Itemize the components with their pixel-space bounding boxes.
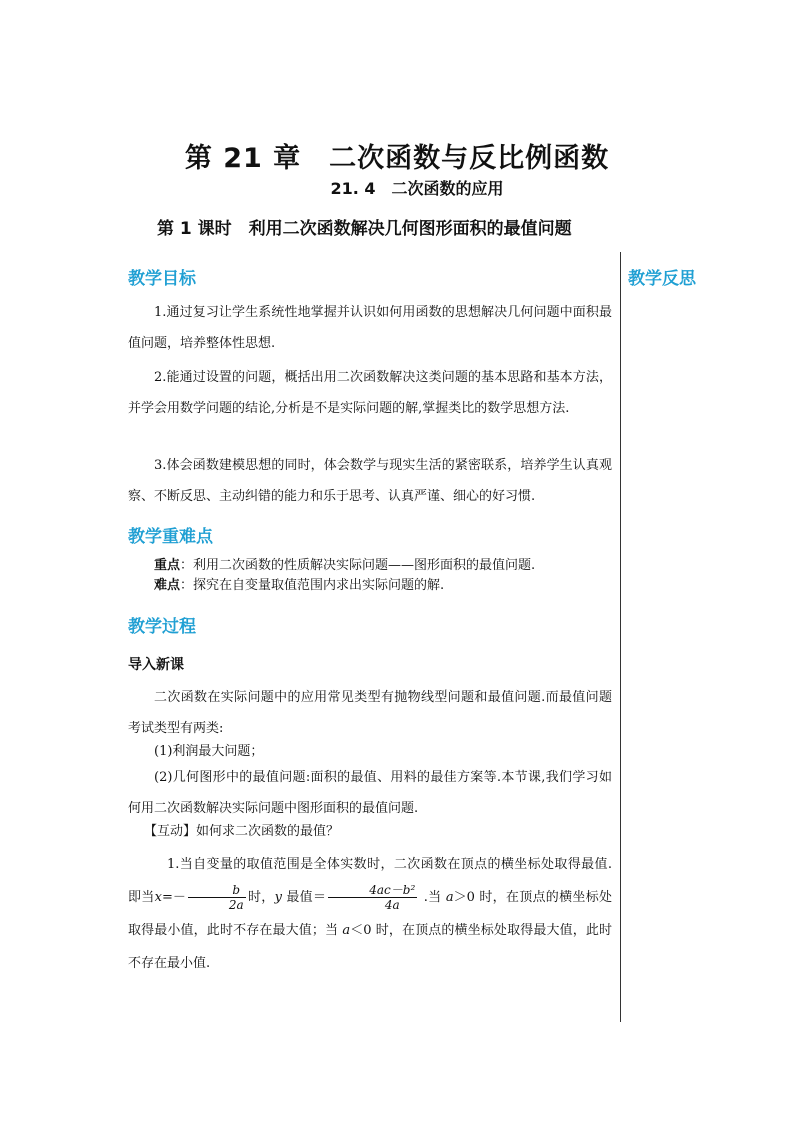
point-1-text-d: .当 <box>419 890 446 905</box>
difficult-point-label: 难点 <box>154 578 181 593</box>
lesson-title: 第 1 课时 利用二次函数解决几何图形面积的最值问题 <box>157 219 572 239</box>
var-x: x <box>154 890 162 905</box>
point-1-text-b: 时， <box>247 890 275 905</box>
section-title: 21. 4 二次函数的应用 <box>330 179 504 198</box>
intro-heading: 导入新课 <box>128 657 184 673</box>
intro-paragraph: 二次函数在实际问题中的应用常见类型有抛物线型问题和最值问题.而最值问题考试类型有两类: <box>128 690 612 736</box>
reflection-heading: 教学反思 <box>628 269 696 289</box>
var-a-2: a <box>342 923 351 938</box>
intro-item-2: (2)几何图形中的最值问题:面积的最值、用料的最佳方案等.本节课,我们学习如何用二次函数解决实际问题中图形面积的最值问题. <box>128 770 612 816</box>
fraction-b-over-2a <box>188 883 246 912</box>
var-a: a <box>445 890 454 905</box>
key-point-label: 重点 <box>154 558 181 573</box>
frac1-numerator: b <box>188 883 246 898</box>
objective-item-1: 1.通过复习让学生系统性地掌握并认识如何用函数的思想解决几何问题中面积最值问题，培养整体性思想. <box>128 305 612 351</box>
point-1-eq: =－ <box>161 890 186 905</box>
difficult-point <box>128 575 444 596</box>
interaction-question: 【互动】如何求二次函数的最值？ <box>144 824 340 839</box>
frac1-denominator: 2a <box>228 898 244 912</box>
key-point <box>128 555 535 576</box>
var-y: y <box>274 890 282 905</box>
frac2-denominator: 4a <box>384 898 400 912</box>
fraction-vertex-value <box>328 883 417 912</box>
difficult-point-text: ：探究在自变量取值范围内求出实际问题的解. <box>180 578 445 593</box>
key-point-text: ：利用二次函数的性质解决实际问题——图形面积的最值问题. <box>180 558 536 573</box>
process-heading: 教学过程 <box>128 617 196 637</box>
point-1-text-f: ＜0 时，在顶点的横坐标处取得最大值，此时不存在最小值. <box>128 923 613 971</box>
chapter-title: 第 21 章 二次函数与反比例函数 <box>184 143 610 174</box>
key-points-heading: 教学重难点 <box>128 527 213 547</box>
point-1-text-a: 1.当自变量的取值范围是全体实数时，二次函数在顶点的横坐标处取得最值.即当 <box>128 857 612 905</box>
column-divider <box>620 252 621 1022</box>
objectives-heading: 教学目标 <box>128 269 196 289</box>
objective-item-3: 3.体会函数建模思想的同时，体会数学与现实生活的紧密联系，培养学生认真观察、不断反思、主动纠错的能力和乐于思考、认真严谨、细心的好习惯. <box>128 458 612 504</box>
point-1-text-e: ＞0 时，在顶点的横坐标处取得最小值，此时不存在最大值；当 <box>128 890 612 938</box>
point-1 <box>128 848 612 980</box>
frac2-numerator: 4ac－b² <box>328 883 417 898</box>
point-1-text-c: 最值＝ <box>281 890 327 905</box>
objective-item-2: 2.能通过设置的问题，概括出用二次函数解决这类问题的基本思路和基本方法，并学会用数学问题的结论,分析是不是实际问题的解,掌握类比的数学思想方法. <box>128 370 612 416</box>
intro-item-1: (1)利润最大问题； <box>154 744 264 759</box>
